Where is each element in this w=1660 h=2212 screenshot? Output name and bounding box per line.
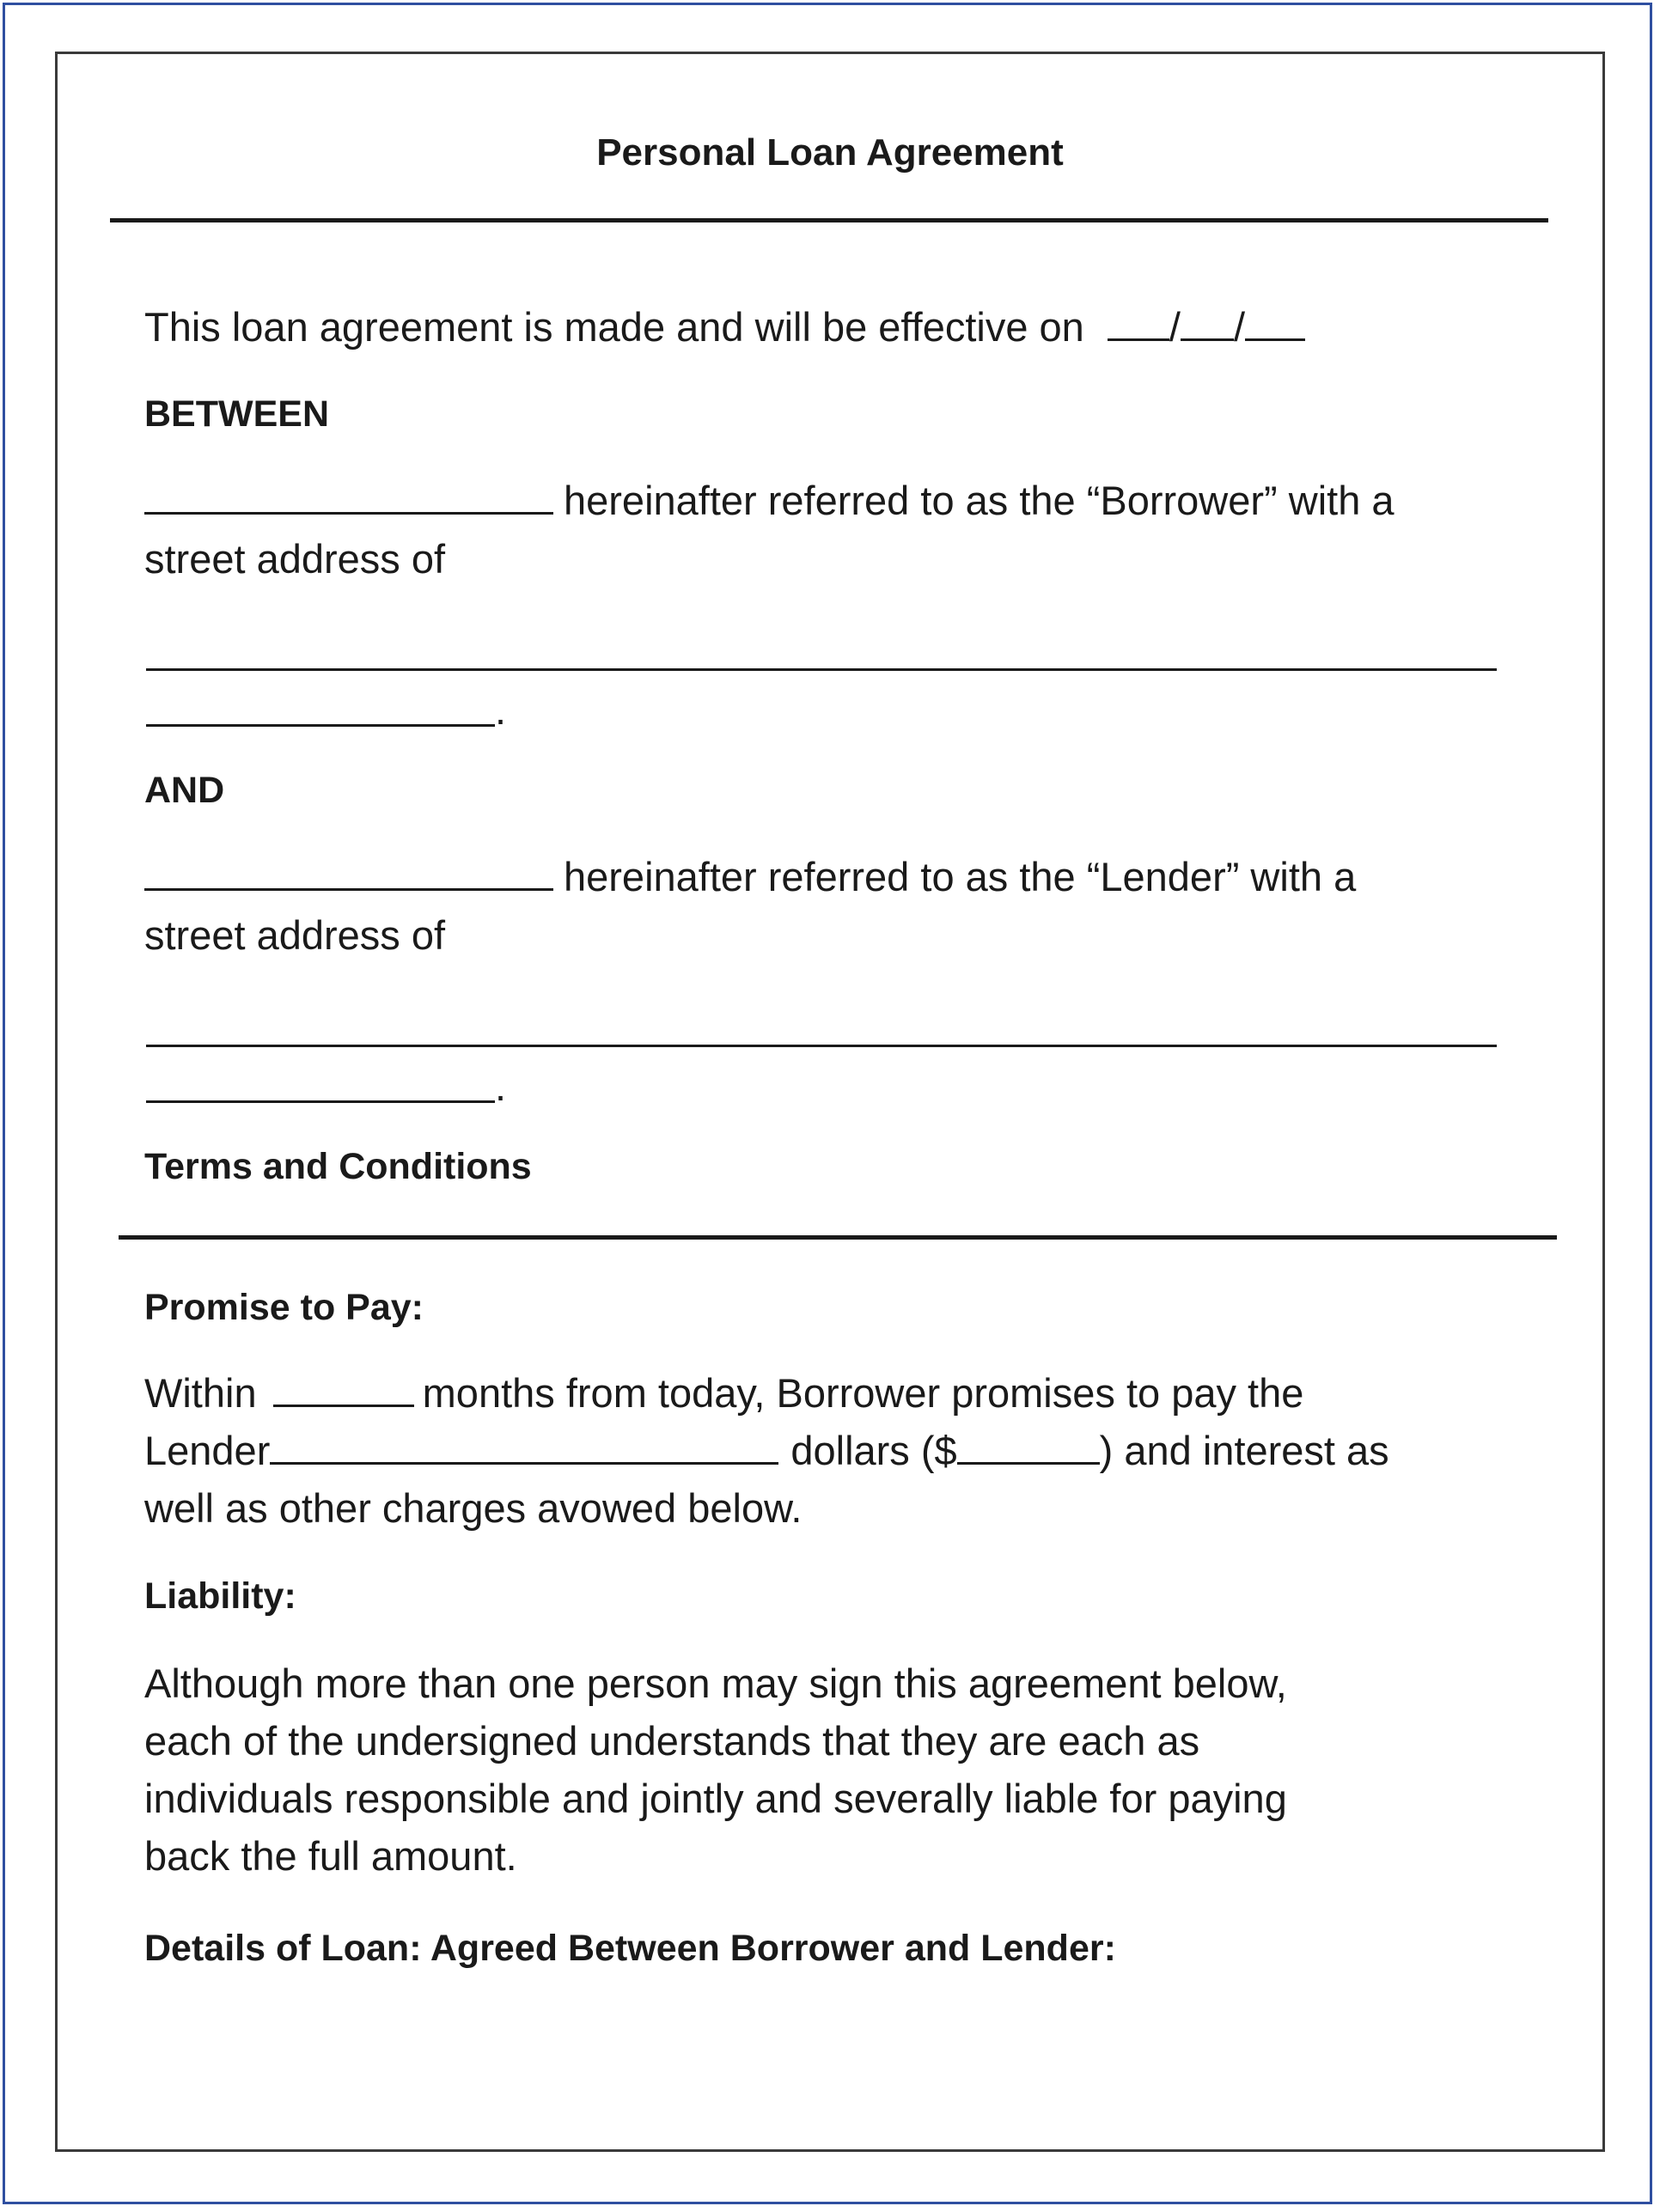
lender-address-field[interactable] (146, 1045, 1497, 1047)
document-title: Personal Loan Agreement (596, 131, 1064, 174)
terms-heading: Terms and Conditions (144, 1146, 532, 1187)
period: . (495, 687, 507, 733)
amount-words-field[interactable] (270, 1428, 778, 1465)
promise-line-1 (144, 1364, 1303, 1422)
liability-line: back the full amount. (144, 1833, 517, 1879)
borrower-address-label: street address of (144, 536, 446, 582)
liability-line: each of the undersigned understands that they are each as (144, 1718, 1200, 1764)
borrower-name-field[interactable] (144, 478, 553, 515)
promise-text: months from today, Borrower promises to pay the (422, 1370, 1304, 1416)
date-separator: / (1233, 304, 1245, 350)
promise-text: ) and interest as (1099, 1428, 1389, 1473)
promise-line-3: well as other charges avowed below. (144, 1485, 803, 1531)
lender-text: hereinafter referred to as the “Lender” with a (564, 854, 1357, 899)
details-heading: Details of Loan: Agreed Between Borrower and Lender: (144, 1928, 1116, 1969)
lender-line (144, 849, 1356, 905)
lender-address-label: street address of (144, 912, 446, 958)
title-rule (110, 218, 1548, 222)
borrower-text: hereinafter referred to as the “Borrower” with a (564, 478, 1395, 523)
liability-line: Although more than one person may sign this agreement below, (144, 1661, 1287, 1706)
borrower-line (144, 472, 1395, 529)
and-heading: AND (144, 770, 225, 811)
promise-text: dollars ($ (790, 1428, 957, 1473)
amount-dollars-field[interactable] (957, 1428, 1100, 1465)
borrower-address-field[interactable] (146, 668, 1497, 671)
date-year-field[interactable] (1245, 304, 1305, 341)
lender-name-field[interactable] (144, 854, 553, 891)
between-heading: BETWEEN (144, 393, 329, 435)
lender-address-field-2[interactable] (146, 1100, 495, 1103)
borrower-address-field-2[interactable] (146, 724, 495, 727)
months-field[interactable] (273, 1370, 414, 1407)
promise-heading: Promise to Pay: (144, 1287, 424, 1328)
liability-heading: Liability: (144, 1575, 296, 1617)
date-separator: / (1169, 304, 1181, 350)
promise-text: Lender (144, 1428, 271, 1473)
period: . (495, 1063, 507, 1109)
intro-text: This loan agreement is made and will be effective on (144, 304, 1084, 350)
intro-line (144, 299, 1305, 356)
terms-rule (119, 1235, 1557, 1240)
date-day-field[interactable] (1181, 304, 1234, 341)
promise-text: Within (144, 1370, 257, 1416)
date-month-field[interactable] (1108, 304, 1169, 341)
promise-line-2 (144, 1422, 1389, 1479)
liability-line: individuals responsible and jointly and severally liable for paying (144, 1776, 1287, 1821)
